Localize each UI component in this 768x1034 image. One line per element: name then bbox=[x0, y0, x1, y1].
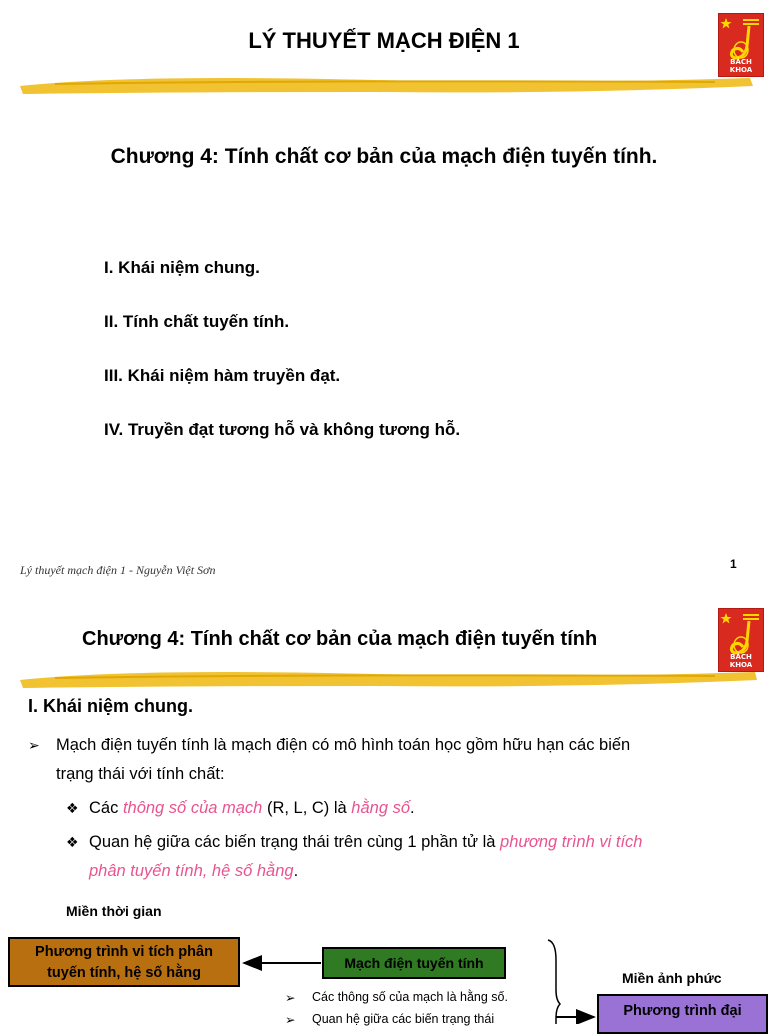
toc-item-4: IV. Truyền đạt tương hỗ và không tương hỗ. bbox=[104, 420, 461, 439]
slide1-title: LÝ THUYẾT MẠCH ĐIỆN 1 bbox=[248, 28, 520, 53]
diff-equation-line1: Phương trình vi tích phân bbox=[35, 944, 213, 960]
algebraic-equation-line1: Phương trình đại bbox=[623, 1003, 742, 1019]
toc-item-3: III. Khái niệm hàm truyền đạt. bbox=[104, 366, 341, 385]
intro-bullet-icon: ➢ bbox=[28, 737, 40, 753]
logo-emblem-icon bbox=[719, 609, 763, 659]
page-number: 1 bbox=[730, 557, 737, 571]
intro-line-1: Mạch điện tuyến tính là mạch điện có mô hình toán học gồm hữu hạn các biến bbox=[56, 736, 631, 754]
decorative-brush-stroke-2 bbox=[15, 664, 760, 694]
sub-bullet-2-line1: Quan hệ giữa các biến trạng thái trên cùng 1 phần tử là phương trình vi tích bbox=[89, 833, 643, 851]
intro-line-2: trạng thái với tính chất: bbox=[56, 765, 225, 783]
diagram-bullet-2-icon: ➢ bbox=[285, 1013, 296, 1027]
university-logo bbox=[718, 13, 764, 77]
toc-item-2: II. Tính chất tuyến tính. bbox=[104, 312, 290, 331]
diagram-bullet-1-icon: ➢ bbox=[285, 991, 296, 1005]
slide2-chapter-title: Chương 4: Tính chất cơ bản của mạch điện tuyến tính bbox=[82, 628, 598, 650]
toc-item-1: I. Khái niệm chung. bbox=[104, 258, 260, 277]
sub-bullet-1: Các thông số của mạch (R, L, C) là hằng số. bbox=[89, 799, 415, 817]
slide1-chapter-title: Chương 4: Tính chất cơ bản của mạch điện tuyến tính. bbox=[110, 145, 658, 168]
diff-equation-line2: tuyến tính, hệ số hằng bbox=[47, 965, 201, 981]
slide1-footer: Lý thuyết mạch điện 1 - Nguyễn Việt Sơn bbox=[20, 563, 216, 577]
diagram-connectors bbox=[0, 930, 768, 1024]
bracket-connector bbox=[548, 940, 560, 1024]
sub-bullet-2-line2: phân tuyến tính, hệ số hằng. bbox=[89, 862, 299, 880]
logo-emblem-icon bbox=[719, 14, 763, 64]
sub-bullet-1-icon: ❖ bbox=[66, 800, 79, 816]
decorative-brush-stroke bbox=[15, 70, 755, 100]
logo-text: BÁCH KHOA bbox=[729, 58, 753, 74]
linear-circuit-box: Mạch điện tuyến tính bbox=[322, 947, 506, 979]
complex-domain-label: Miền ảnh phức bbox=[622, 970, 722, 986]
time-domain-label: Miền thời gian bbox=[66, 903, 162, 919]
diagram-bullet-2: Quan hệ giữa các biến trạng thái bbox=[312, 1012, 495, 1026]
sub-bullet-2-icon: ❖ bbox=[66, 834, 79, 850]
university-logo-2 bbox=[718, 608, 764, 672]
logo-text-2: BÁCH KHOA bbox=[729, 653, 753, 669]
diagram-bullet-1: Các thông số của mạch là hằng số. bbox=[312, 990, 508, 1004]
section-heading: I. Khái niệm chung. bbox=[28, 696, 194, 716]
